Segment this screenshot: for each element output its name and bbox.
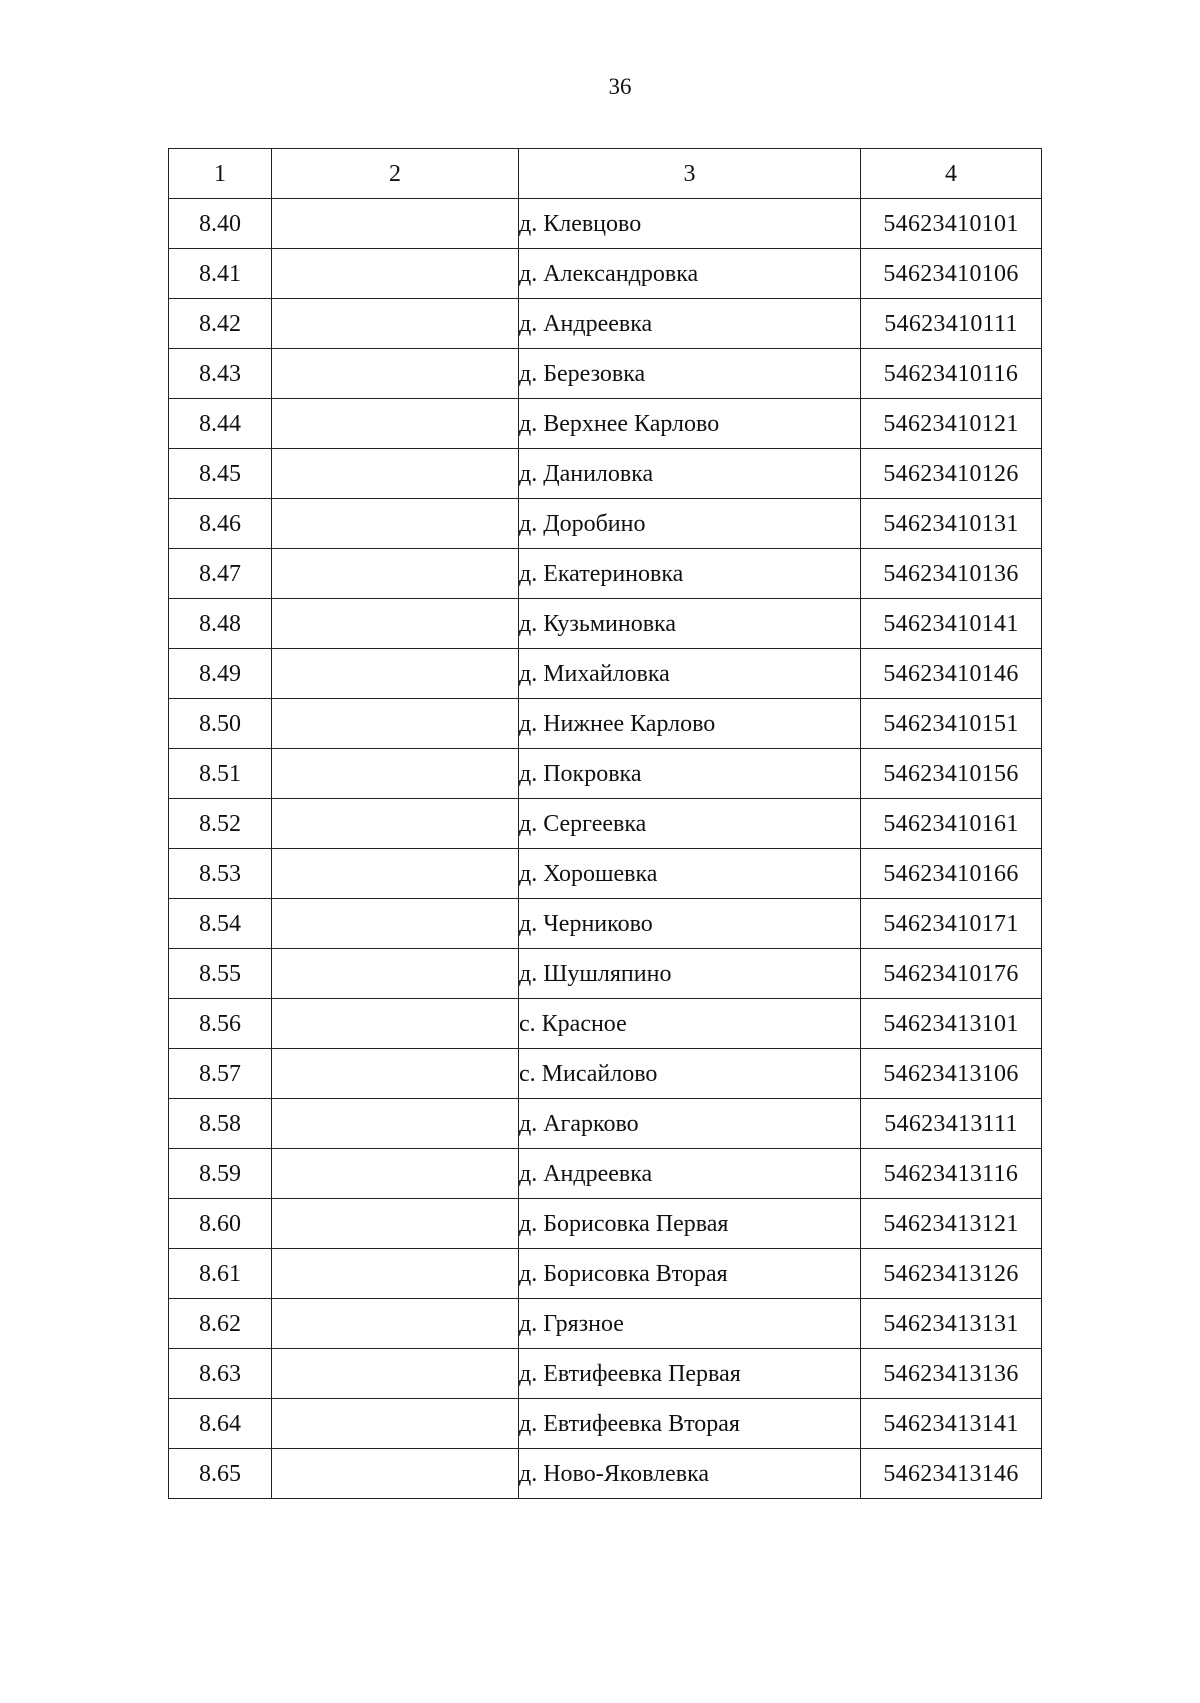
row-number-cell: 8.45 <box>169 449 272 499</box>
oktmo-code-cell: 54623410116 <box>861 349 1042 399</box>
settlement-name-cell: д. Даниловка <box>519 449 861 499</box>
table-body <box>169 199 1042 1499</box>
settlement-name-cell: с. Красное <box>519 999 861 1049</box>
settlement-name-cell: д. Агарково <box>519 1099 861 1149</box>
settlement-name-cell: д. Доробино <box>519 499 861 549</box>
row-col2-cell <box>272 949 519 999</box>
table-row <box>169 1149 1042 1199</box>
settlement-name-cell: с. Мисайлово <box>519 1049 861 1099</box>
settlement-name-cell: д. Кузьминовка <box>519 599 861 649</box>
table-row <box>169 599 1042 649</box>
settlement-name-cell: д. Евтифеевка Вторая <box>519 1399 861 1449</box>
row-number-cell: 8.49 <box>169 649 272 699</box>
row-number-cell: 8.54 <box>169 899 272 949</box>
row-col2-cell <box>272 1399 519 1449</box>
row-number-cell: 8.62 <box>169 1299 272 1349</box>
table-row <box>169 1299 1042 1349</box>
row-col2-cell <box>272 999 519 1049</box>
row-number-cell: 8.46 <box>169 499 272 549</box>
row-number-cell: 8.65 <box>169 1449 272 1499</box>
table-row <box>169 299 1042 349</box>
row-col2-cell <box>272 1349 519 1399</box>
row-col2-cell <box>272 749 519 799</box>
row-col2-cell <box>272 249 519 299</box>
row-number-cell: 8.60 <box>169 1199 272 1249</box>
row-number-cell: 8.43 <box>169 349 272 399</box>
settlement-name-cell: д. Верхнее Карлово <box>519 399 861 449</box>
settlement-name-cell: д. Евтифеевка Первая <box>519 1349 861 1399</box>
row-col2-cell <box>272 1049 519 1099</box>
settlement-name-cell: д. Михайловка <box>519 649 861 699</box>
row-col2-cell <box>272 649 519 699</box>
table-row <box>169 1449 1042 1499</box>
oktmo-code-cell: 54623413141 <box>861 1399 1042 1449</box>
row-col2-cell <box>272 699 519 749</box>
row-col2-cell <box>272 1449 519 1499</box>
row-col2-cell <box>272 399 519 449</box>
table-header-row <box>169 149 1042 199</box>
settlement-name-cell: д. Андреевка <box>519 299 861 349</box>
settlement-name-cell: д. Борисовка Вторая <box>519 1249 861 1299</box>
oktmo-code-cell: 54623413131 <box>861 1299 1042 1349</box>
table-row <box>169 999 1042 1049</box>
table-row <box>169 249 1042 299</box>
table-row <box>169 1049 1042 1099</box>
oktmo-code-cell: 54623410171 <box>861 899 1042 949</box>
row-number-cell: 8.50 <box>169 699 272 749</box>
row-col2-cell <box>272 599 519 649</box>
oktmo-code-cell: 54623410176 <box>861 949 1042 999</box>
row-number-cell: 8.44 <box>169 399 272 449</box>
table-row <box>169 199 1042 249</box>
row-number-cell: 8.51 <box>169 749 272 799</box>
oktmo-code-cell: 54623410101 <box>861 199 1042 249</box>
row-number-cell: 8.42 <box>169 299 272 349</box>
oktmo-code-cell: 54623410126 <box>861 449 1042 499</box>
table-row <box>169 699 1042 749</box>
row-col2-cell <box>272 549 519 599</box>
row-col2-cell <box>272 799 519 849</box>
settlement-name-cell: д. Шушляпино <box>519 949 861 999</box>
row-col2-cell <box>272 1299 519 1349</box>
oktmo-code-cell: 54623413101 <box>861 999 1042 1049</box>
oktmo-code-cell: 54623410141 <box>861 599 1042 649</box>
row-col2-cell <box>272 199 519 249</box>
table-row <box>169 549 1042 599</box>
row-number-cell: 8.53 <box>169 849 272 899</box>
settlement-name-cell: д. Сергеевка <box>519 799 861 849</box>
oktmo-code-cell: 54623410121 <box>861 399 1042 449</box>
oktmo-code-cell: 54623410156 <box>861 749 1042 799</box>
settlement-name-cell: д. Березовка <box>519 349 861 399</box>
oktmo-code-cell: 54623410146 <box>861 649 1042 699</box>
row-number-cell: 8.56 <box>169 999 272 1049</box>
row-number-cell: 8.52 <box>169 799 272 849</box>
table-row <box>169 949 1042 999</box>
row-col2-cell <box>272 299 519 349</box>
row-col2-cell <box>272 499 519 549</box>
row-col2-cell <box>272 1199 519 1249</box>
table-row <box>169 899 1042 949</box>
row-col2-cell <box>272 849 519 899</box>
oktmo-code-cell: 54623413111 <box>861 1099 1042 1149</box>
settlement-name-cell: д. Грязное <box>519 1299 861 1349</box>
settlement-name-cell: д. Клевцово <box>519 199 861 249</box>
oktmo-code-cell: 54623413136 <box>861 1349 1042 1399</box>
row-number-cell: 8.63 <box>169 1349 272 1399</box>
table-row <box>169 649 1042 699</box>
table-row <box>169 349 1042 399</box>
oktmo-code-cell: 54623410131 <box>861 499 1042 549</box>
settlement-name-cell: д. Ново-Яковлевка <box>519 1449 861 1499</box>
oktmo-code-cell: 54623413121 <box>861 1199 1042 1249</box>
settlement-name-cell: д. Андреевка <box>519 1149 861 1199</box>
oktmo-code-cell: 54623413116 <box>861 1149 1042 1199</box>
row-col2-cell <box>272 1099 519 1149</box>
table-row <box>169 449 1042 499</box>
row-number-cell: 8.61 <box>169 1249 272 1299</box>
settlements-table <box>168 148 1042 1499</box>
table-row <box>169 1199 1042 1249</box>
oktmo-code-cell: 54623410136 <box>861 549 1042 599</box>
table-row <box>169 499 1042 549</box>
settlement-name-cell: д. Александровка <box>519 249 861 299</box>
row-number-cell: 8.57 <box>169 1049 272 1099</box>
table-row <box>169 1349 1042 1399</box>
table-row <box>169 1399 1042 1449</box>
header-col-4: 4 <box>861 149 1042 199</box>
header-col-3: 3 <box>519 149 861 199</box>
oktmo-code-cell: 54623413126 <box>861 1249 1042 1299</box>
settlement-name-cell: д. Борисовка Первая <box>519 1199 861 1249</box>
row-number-cell: 8.40 <box>169 199 272 249</box>
settlement-name-cell: д. Черниково <box>519 899 861 949</box>
row-col2-cell <box>272 449 519 499</box>
settlement-name-cell: д. Покровка <box>519 749 861 799</box>
row-col2-cell <box>272 1149 519 1199</box>
row-number-cell: 8.41 <box>169 249 272 299</box>
header-col-1: 1 <box>169 149 272 199</box>
row-number-cell: 8.48 <box>169 599 272 649</box>
row-col2-cell <box>272 1249 519 1299</box>
table-row <box>169 1249 1042 1299</box>
row-col2-cell <box>272 899 519 949</box>
row-col2-cell <box>272 349 519 399</box>
row-number-cell: 8.64 <box>169 1399 272 1449</box>
table-row <box>169 799 1042 849</box>
oktmo-code-cell: 54623413106 <box>861 1049 1042 1099</box>
table-row <box>169 849 1042 899</box>
table-row <box>169 399 1042 449</box>
oktmo-code-cell: 54623410166 <box>861 849 1042 899</box>
header-col-2: 2 <box>272 149 519 199</box>
table-row <box>169 1099 1042 1149</box>
oktmo-code-cell: 54623410151 <box>861 699 1042 749</box>
oktmo-code-cell: 54623410111 <box>861 299 1042 349</box>
table-row <box>169 749 1042 799</box>
settlement-name-cell: д. Екатериновка <box>519 549 861 599</box>
settlement-name-cell: д. Хорошевка <box>519 849 861 899</box>
oktmo-code-cell: 54623410161 <box>861 799 1042 849</box>
page-number: 36 <box>608 74 632 99</box>
row-number-cell: 8.47 <box>169 549 272 599</box>
settlement-name-cell: д. Нижнее Карлово <box>519 699 861 749</box>
oktmo-code-cell: 54623410106 <box>861 249 1042 299</box>
row-number-cell: 8.55 <box>169 949 272 999</box>
row-number-cell: 8.58 <box>169 1099 272 1149</box>
oktmo-code-cell: 54623413146 <box>861 1449 1042 1499</box>
row-number-cell: 8.59 <box>169 1149 272 1199</box>
